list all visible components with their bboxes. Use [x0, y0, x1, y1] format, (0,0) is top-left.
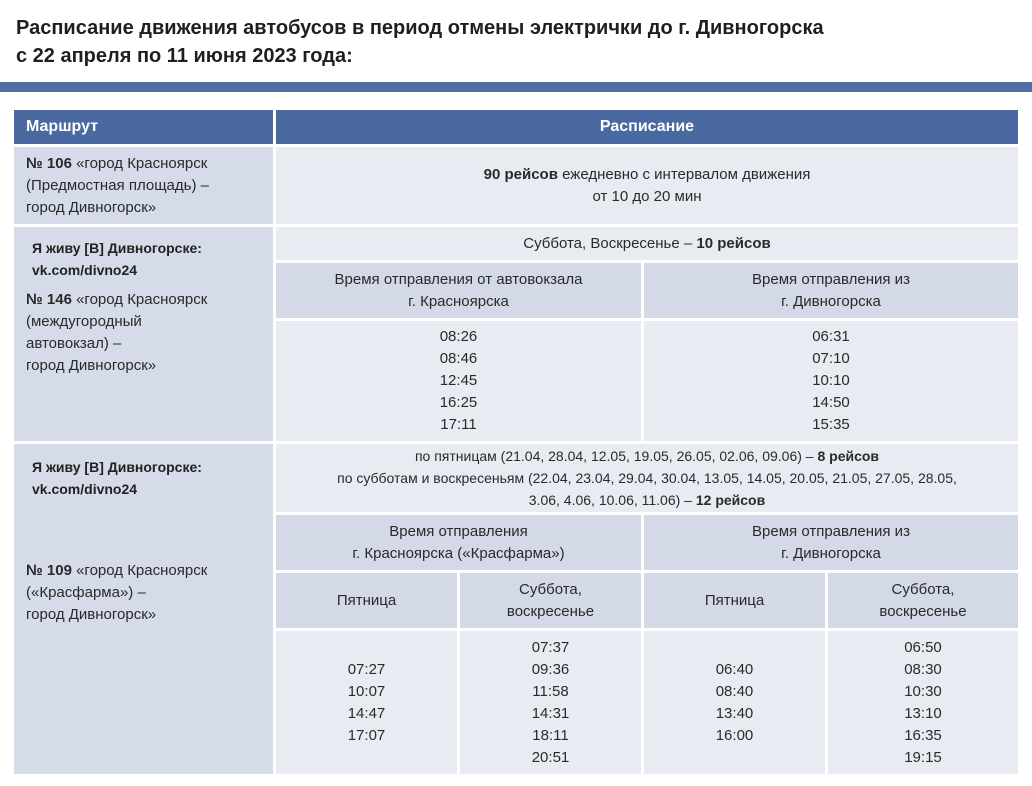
route-109-number: № 109 — [26, 562, 72, 579]
route-109-times-from-weekend — [460, 631, 641, 774]
route-146-col-to-line-2: г. Дивногорска — [781, 292, 881, 310]
time-146-from: 12:45 — [439, 372, 478, 389]
route-106-name-2: (Предмостная площадь) – — [26, 176, 209, 194]
promo-109-line-2: vk.com/divno24 — [32, 481, 138, 497]
time-109-from-we: 20:51 — [531, 748, 570, 766]
header-route-label: Маршрут — [26, 118, 99, 135]
time-109-from-fri: 14:47 — [347, 704, 386, 722]
route-109-to-friday-header — [644, 573, 825, 628]
route-146-col-from-line-1: Время отправления от автовокзала — [334, 270, 583, 288]
route-109-name-2: («Красфарма») – — [26, 584, 146, 601]
time-109-from-fri: 17:07 — [347, 726, 386, 744]
route-106-name-3: город Дивногорск» — [26, 198, 157, 216]
header-schedule-label: Расписание — [599, 118, 695, 135]
route-106-cell — [14, 147, 273, 224]
route-109-times-from-friday — [276, 631, 457, 774]
route-109-from-friday-header — [276, 573, 457, 628]
title-line-1: Расписание движения автобусов в период отмены электрички до г. Дивногорска — [16, 17, 824, 39]
time-109-to-we: 19:15 — [904, 748, 942, 766]
time-109-to-fri: 13:40 — [715, 704, 754, 722]
route-109-from-friday-label: Пятница — [336, 591, 397, 609]
route-109-fri-count: 8 рейсов — [817, 448, 880, 464]
time-109-to-we: 08:30 — [904, 660, 942, 678]
route-106-number: № 106 — [26, 154, 72, 172]
route-109-times-to-weekend — [828, 631, 1018, 774]
route-109-to-weekend-header — [828, 573, 1018, 628]
time-146-from: 16:25 — [439, 394, 478, 411]
route-146-col-from-line-2: г. Красноярска — [408, 292, 509, 310]
promo-109-line-1: Я живу [В] Дивногорске: — [32, 459, 202, 475]
route-109-name-1: «город Красноярск — [76, 562, 208, 579]
route-146-times-from — [276, 321, 641, 441]
time-146-from: 08:26 — [439, 328, 478, 345]
route-106-name-1: «город Красноярск — [76, 154, 208, 172]
route-146-name-1: «город Красноярск — [76, 291, 208, 308]
route-109-col-from-header — [276, 515, 641, 570]
header-schedule — [276, 110, 1018, 144]
header-route — [14, 110, 273, 144]
time-146-from: 08:46 — [439, 350, 478, 367]
route-109-we-text-1: по субботам и воскресеньям (22.04, 23.04, 29.04, 30.04, 13.05, 14.05, 20.05, 21.05, 27.05, 28.05, — [337, 470, 957, 486]
route-109-cell — [14, 444, 273, 774]
route-146-name-4: город Дивногорск» — [26, 357, 157, 374]
time-109-from-we: 07:37 — [531, 638, 570, 656]
route-109-fri-text: по пятницам (21.04, 28.04, 12.05, 19.05, 26.05, 02.06, 09.06) – — [414, 448, 814, 464]
route-109-days — [276, 444, 1018, 512]
time-109-from-fri: 10:07 — [347, 682, 386, 700]
route-146-name-3: автовокзал) – — [26, 335, 122, 352]
route-109-col-to-line-2: г. Дивногорска — [781, 544, 881, 562]
promo-146-line-2: vk.com/divno24 — [32, 262, 138, 278]
title-divider — [0, 82, 1032, 92]
route-106-trips-text: ежедневно с интервалом движения — [562, 165, 811, 183]
route-146-col-to-header — [644, 263, 1018, 318]
promo-146-line-1: Я живу [В] Дивногорске: — [32, 240, 202, 256]
title-line-2: с 22 апреля по 11 июня 2023 года: — [16, 45, 353, 67]
time-146-to: 10:10 — [812, 372, 850, 389]
route-109-from-weekend-line-2: воскресенье — [506, 602, 595, 620]
time-109-to-we: 16:35 — [904, 726, 942, 744]
route-109-we-text-2: 3.06, 4.06, 10.06, 11.06) – — [528, 492, 692, 508]
route-146-name-2: (междугородный — [26, 313, 142, 330]
route-109-to-friday-label: Пятница — [704, 591, 765, 609]
time-146-to: 06:31 — [812, 328, 850, 345]
route-106-schedule — [276, 147, 1018, 224]
route-109-to-weekend-line-1: Суббота, — [891, 580, 955, 598]
route-146-number: № 146 — [26, 291, 72, 308]
route-109-col-from-line-1: Время отправления — [389, 522, 528, 540]
route-106-trips: 90 рейсов — [483, 165, 558, 183]
route-109-from-weekend-line-1: Суббота, — [519, 580, 582, 598]
route-146-days — [276, 227, 1018, 260]
time-109-to-we: 10:30 — [904, 682, 942, 700]
time-109-to-fri: 08:40 — [715, 682, 754, 700]
time-109-from-we: 14:31 — [531, 704, 570, 722]
route-109-from-weekend-header — [460, 573, 641, 628]
time-146-to: 14:50 — [812, 394, 850, 411]
route-146-days-text: Суббота, Воскресенье – — [523, 234, 693, 252]
route-109-col-from-line-2: г. Красноярска («Красфарма») — [352, 544, 565, 562]
route-109-times-to-friday — [644, 631, 825, 774]
time-146-to: 15:35 — [812, 416, 850, 433]
time-109-from-fri: 07:27 — [347, 660, 386, 678]
route-146-times-to — [644, 321, 1018, 441]
route-109-col-to-line-1: Время отправления из — [752, 522, 910, 540]
time-146-to: 07:10 — [812, 350, 850, 367]
route-109-name-3: город Дивногорск» — [26, 606, 157, 623]
route-109-we-count: 12 рейсов — [695, 492, 766, 508]
time-146-from: 17:11 — [440, 416, 477, 433]
time-109-from-we: 11:58 — [532, 682, 569, 700]
route-146-col-from-header — [276, 263, 641, 318]
time-109-to-we: 06:50 — [904, 638, 942, 656]
time-109-to-fri: 06:40 — [715, 660, 754, 678]
time-109-to-we: 13:10 — [904, 704, 942, 722]
time-109-from-we: 18:11 — [532, 726, 569, 744]
route-146-col-to-line-1: Время отправления из — [752, 270, 910, 288]
route-146-days-count: 10 рейсов — [696, 234, 771, 252]
route-109-to-weekend-line-2: воскресенье — [879, 602, 967, 620]
time-109-to-fri: 16:00 — [715, 726, 754, 744]
route-106-interval: от 10 до 20 мин — [592, 187, 702, 205]
route-109-col-to-header — [644, 515, 1018, 570]
time-109-from-we: 09:36 — [531, 660, 570, 678]
route-146-cell — [14, 227, 273, 441]
page-title — [16, 14, 1016, 70]
